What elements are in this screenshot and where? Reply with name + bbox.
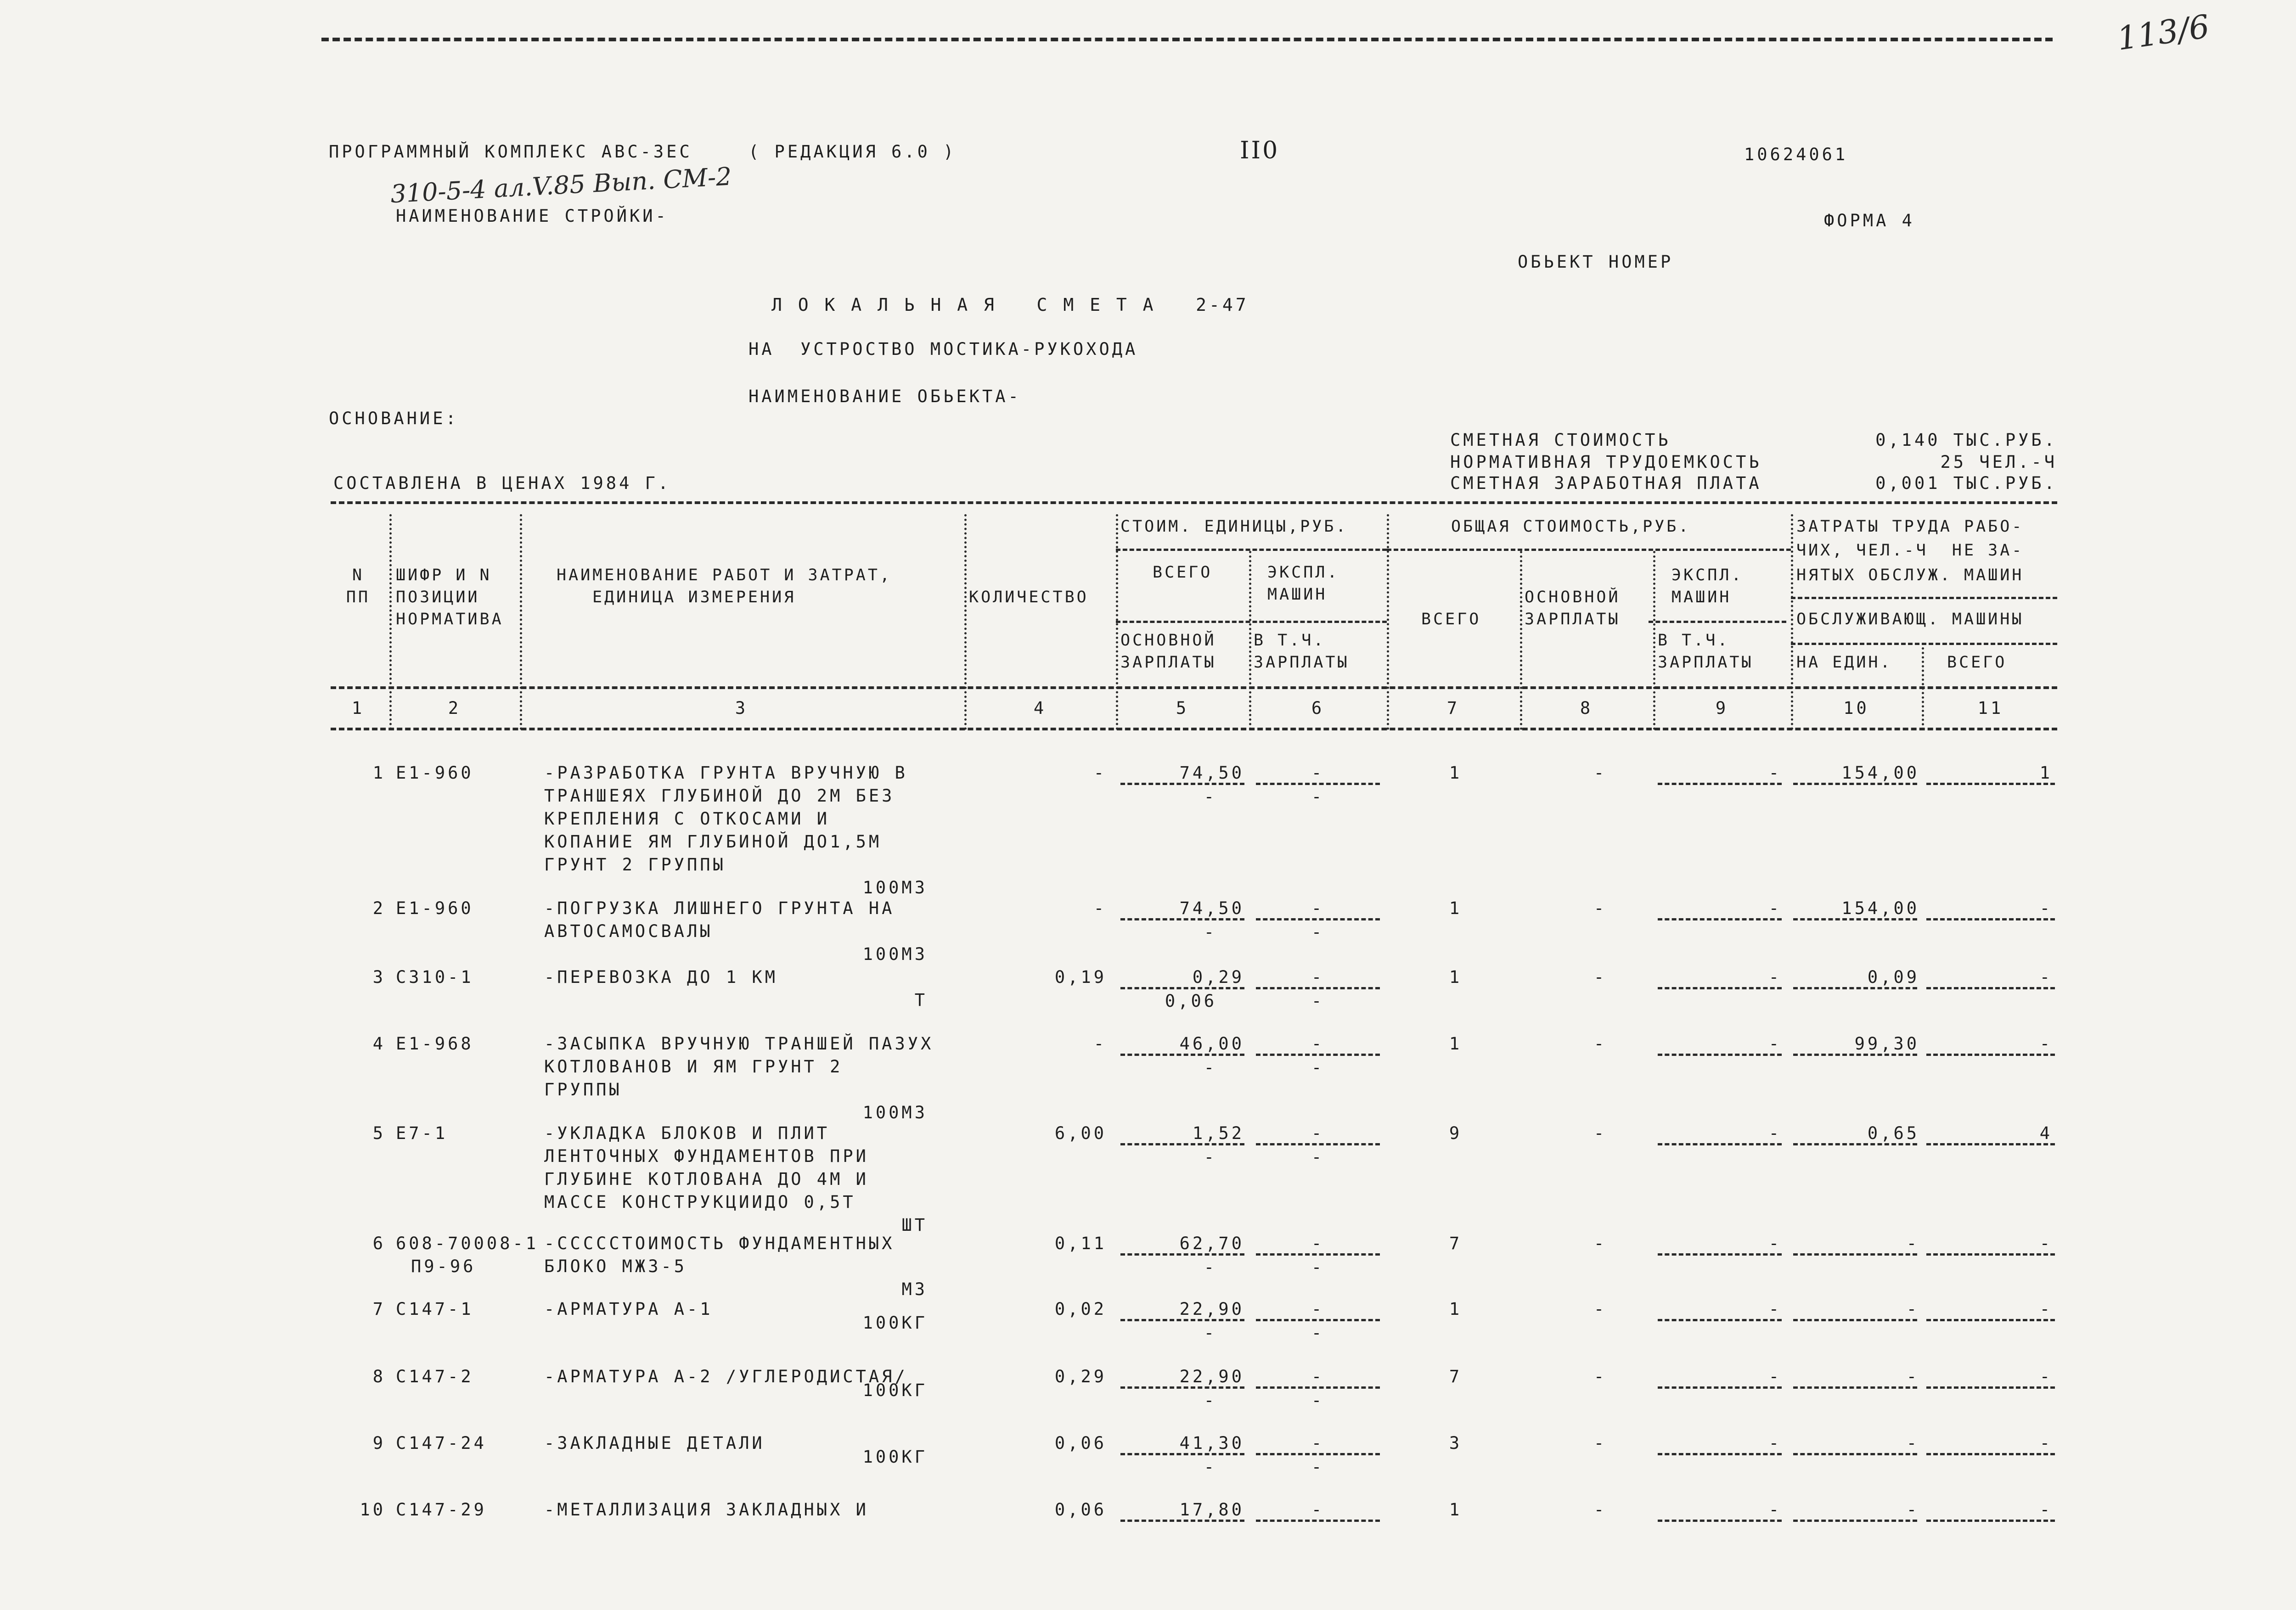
row-unit-cost-mach: - xyxy=(1311,1234,1325,1253)
row-unit-cost-subline xyxy=(1120,987,1244,989)
row-labor-total-subline xyxy=(1926,1453,2055,1455)
col-number: 3 xyxy=(735,698,748,718)
row-labor-total: - xyxy=(2039,1367,2053,1386)
col-number: 6 xyxy=(1311,698,1325,718)
row-mach-subline xyxy=(1658,1143,1782,1145)
row-labor-subline xyxy=(1793,1253,1917,1256)
summary-label-wage: СМЕТНАЯ ЗАРАБОТНАЯ ПЛАТА xyxy=(1450,473,1762,493)
row-total-cost: 1 xyxy=(1449,1299,1463,1319)
row-unit-cost-base-wage: 0,06 xyxy=(1165,991,1217,1011)
summary-value-cost: 0,140 ТЫС.РУБ. xyxy=(1875,430,2057,450)
hdr-c6-line2: МАШИН xyxy=(1267,585,1328,604)
row-total-wage: - xyxy=(1593,1123,1607,1143)
row-total-mach: - xyxy=(1768,1299,1782,1319)
summary-label-labor: НОРМАТИВНАЯ ТРУДОЕМКОСТЬ xyxy=(1450,452,1762,472)
row-unit: ШТ xyxy=(901,1215,928,1235)
row-unit-cost-mach: - xyxy=(1311,763,1325,783)
row-total-cost: 7 xyxy=(1449,1234,1463,1253)
hdr-c1-line1: N xyxy=(352,566,365,584)
row-unit-cost-subline xyxy=(1120,1453,1244,1455)
row-mach-subline xyxy=(1658,1453,1782,1455)
row-unit-cost-subline xyxy=(1120,918,1244,920)
row-labor-subline xyxy=(1793,1520,1917,1522)
row-code: С147-29 xyxy=(396,1500,487,1520)
colnum-bottom-rule xyxy=(331,728,2057,730)
row-total-wage: - xyxy=(1593,1034,1607,1054)
row-total-cost: 1 xyxy=(1449,898,1463,918)
row-total-cost: 1 xyxy=(1449,967,1463,987)
hdr-c8-line1: ОСНОВНОЙ xyxy=(1525,588,1621,606)
row-unit-cost-mach: - xyxy=(1311,1123,1325,1143)
hdr-c1-line2: ПП xyxy=(346,588,371,606)
header-bottom-rule xyxy=(331,686,2057,689)
row-name-line: КОПАНИЕ ЯМ ГЛУБИНОЙ ДО1,5М xyxy=(544,832,882,852)
hdr-c9-line1: ЭКСПЛ. xyxy=(1671,566,1744,584)
row-labor-total: - xyxy=(2039,1433,2053,1453)
row-unit-mach-subline xyxy=(1256,1520,1380,1522)
row-mach-subline xyxy=(1658,783,1782,785)
row-labor-total-subline xyxy=(1926,1386,2055,1389)
row-code: Е1-960 xyxy=(396,763,474,783)
col-number: 1 xyxy=(351,698,365,718)
row-total-wage: - xyxy=(1593,1367,1607,1386)
row-labor-unit: - xyxy=(1906,1299,1919,1319)
col-divider xyxy=(389,514,392,730)
row-total-cost: 7 xyxy=(1449,1367,1463,1386)
row-quantity: - xyxy=(1093,898,1107,918)
total-mach-mid-rule xyxy=(1649,621,1786,623)
row-mach-subline xyxy=(1658,987,1782,989)
row-name-line: КОТЛОВАНОВ И ЯМ ГРУНТ 2 xyxy=(544,1057,843,1077)
row-unit-cost-base-wage: - xyxy=(1204,1323,1217,1343)
form-label: ФОРМА 4 xyxy=(1824,211,1915,230)
row-total-wage: - xyxy=(1593,1299,1607,1319)
row-number: 5 xyxy=(372,1123,386,1143)
hdr-c6-line4: ЗАРПЛАТЫ xyxy=(1254,653,1350,672)
edition: ( РЕДАКЦИЯ 6.0 ) xyxy=(748,142,957,162)
total-cost-subrule xyxy=(1387,549,1791,551)
row-unit-cost-total: 74,50 xyxy=(1179,763,1244,783)
row-mach-subline xyxy=(1658,1319,1782,1321)
row-quantity: - xyxy=(1093,763,1107,783)
row-unit: 100КГ xyxy=(862,1380,928,1400)
row-labor-total: - xyxy=(2039,1500,2053,1520)
header-top-rule xyxy=(331,501,2057,504)
row-total-mach: - xyxy=(1768,1433,1782,1453)
row-total-cost: 1 xyxy=(1449,1034,1463,1054)
row-code: С310-1 xyxy=(396,967,474,987)
row-unit-cost-subline xyxy=(1120,1319,1244,1321)
object-number-label: ОБЬЕКТ НОМЕР xyxy=(1518,252,1674,272)
row-unit-cost-total: 62,70 xyxy=(1179,1234,1244,1253)
labor-rule-2 xyxy=(1791,643,2057,645)
labor-rule-1 xyxy=(1791,597,2057,599)
hdr-c6-line3: В Т.Ч. xyxy=(1254,631,1326,650)
row-total-mach: - xyxy=(1768,1123,1782,1143)
row-unit-cost-mach: - xyxy=(1311,1500,1325,1520)
hdr-labor-line2: ЧИХ, ЧЕЛ.-Ч НЕ ЗА- xyxy=(1796,541,2024,560)
hdr-c7: ВСЕГО xyxy=(1421,610,1481,628)
row-labor-total-subline xyxy=(1926,1319,2055,1321)
row-number: 9 xyxy=(372,1433,386,1453)
hdr-c9-line4: ЗАРПЛАТЫ xyxy=(1658,653,1754,672)
row-mach-subline xyxy=(1658,1520,1782,1522)
prices-label: СОСТАВЛЕНА В ЦЕНАХ 1984 Г. xyxy=(333,473,671,493)
row-unit: Т xyxy=(914,990,928,1010)
row-name-line: -ЗАКЛАДНЫЕ ДЕТАЛИ xyxy=(544,1433,765,1453)
row-name-line: -ЗАСЫПКА ВРУЧНУЮ ТРАНШЕЙ ПАЗУХ xyxy=(544,1034,934,1054)
row-quantity: 0,02 xyxy=(1054,1299,1107,1319)
row-name-line: ГЛУБИНЕ КОТЛОВАНА ДО 4М И xyxy=(544,1169,869,1189)
hdr-labor-line1: ЗАТРАТЫ ТРУДА РАБО- xyxy=(1796,517,2024,536)
row-labor-total: - xyxy=(2039,967,2053,987)
row-labor-unit: - xyxy=(1906,1234,1919,1253)
row-name-line: -АРМАТУРА А-2 /УГЛЕРОДИСТАЯ/ xyxy=(544,1367,908,1386)
page-number: II0 xyxy=(1240,137,1280,164)
row-unit-cost-total: 46,00 xyxy=(1179,1034,1244,1054)
row-name-line: -СССССТОИМОСТЬ ФУНДАМЕНТНЫХ xyxy=(544,1234,895,1253)
row-total-mach: - xyxy=(1768,898,1782,918)
row-code-secondary: П9-96 xyxy=(411,1257,476,1276)
row-labor-subline xyxy=(1793,987,1917,989)
col-divider xyxy=(1922,647,1924,730)
doc-code: 10624061 xyxy=(1744,145,1848,164)
row-unit-cost-mach: - xyxy=(1311,898,1325,918)
row-labor-total: 4 xyxy=(2039,1123,2053,1143)
row-number: 4 xyxy=(372,1034,386,1054)
row-unit-cost-mach-wage: - xyxy=(1311,1457,1325,1477)
row-unit-cost-subline xyxy=(1120,1386,1244,1389)
hdr-unit-cost-group: СТОИМ. ЕДИНИЦЫ,РУБ. xyxy=(1120,517,1348,536)
row-name-line: БЛОКО МЖЗ-5 xyxy=(544,1257,687,1276)
row-number: 2 xyxy=(372,898,386,918)
row-number: 10 xyxy=(360,1500,386,1520)
hdr-labor-line3: НЯТЫХ ОБСЛУЖ. МАШИН xyxy=(1796,566,2024,584)
top-dash-strip xyxy=(321,38,2053,41)
summary-label-cost: СМЕТНАЯ СТОИМОСТЬ xyxy=(1450,430,1671,450)
row-unit-mach-subline xyxy=(1256,1253,1380,1256)
col-number: 5 xyxy=(1176,698,1189,718)
row-labor-unit: - xyxy=(1906,1433,1919,1453)
hdr-c4: КОЛИЧЕСТВО xyxy=(969,588,1089,606)
row-labor-unit: 0,65 xyxy=(1867,1123,1919,1143)
row-number: 3 xyxy=(372,967,386,987)
row-name-line: ГРУППЫ xyxy=(544,1080,622,1100)
col-divider xyxy=(964,514,967,730)
row-number: 1 xyxy=(372,763,386,783)
hdr-c9-line2: МАШИН xyxy=(1671,588,1732,606)
row-unit-mach-subline xyxy=(1256,1319,1380,1321)
row-unit-cost-mach-wage: - xyxy=(1311,991,1325,1011)
row-unit-cost-total: 1,52 xyxy=(1192,1123,1244,1143)
row-number: 7 xyxy=(372,1299,386,1319)
estimate-title: Л О К А Л Ь Н А Я С М Е Т А 2-47 xyxy=(771,295,1249,315)
hdr-labor-sub: ОБСЛУЖИВАЮЩ. МАШИНЫ xyxy=(1796,610,2024,628)
row-unit: 100М3 xyxy=(862,944,928,964)
row-labor-total: - xyxy=(2039,898,2053,918)
row-total-wage: - xyxy=(1593,1234,1607,1253)
row-total-cost: 9 xyxy=(1449,1123,1463,1143)
row-unit-mach-subline xyxy=(1256,918,1380,920)
row-quantity: 0,11 xyxy=(1054,1234,1107,1253)
row-name-line: ТРАНШЕЯХ ГЛУБИНОЙ ДО 2М БЕЗ xyxy=(544,786,895,806)
col-number: 2 xyxy=(448,698,461,718)
row-labor-total-subline xyxy=(1926,918,2055,920)
row-unit-cost-base-wage: - xyxy=(1204,1147,1217,1167)
col-divider xyxy=(1387,514,1389,730)
row-unit: 100КГ xyxy=(862,1313,928,1333)
row-total-wage: - xyxy=(1593,763,1607,783)
row-labor-subline xyxy=(1793,1453,1917,1455)
row-unit-cost-total: 22,90 xyxy=(1179,1367,1244,1386)
row-name-line: -ПЕРЕВОЗКА ДО 1 КМ xyxy=(544,967,778,987)
row-unit-cost-total: 17,80 xyxy=(1179,1500,1244,1520)
row-labor-unit: 0,09 xyxy=(1867,967,1919,987)
row-labor-unit: 99,30 xyxy=(1854,1034,1919,1054)
row-unit-cost-subline xyxy=(1120,1253,1244,1256)
hdr-c10: НА ЕДИН. xyxy=(1796,653,1892,672)
row-code: С147-1 xyxy=(396,1299,474,1319)
row-unit-cost-mach-wage: - xyxy=(1311,922,1325,942)
row-total-mach: - xyxy=(1768,1367,1782,1386)
row-name-line: ЛЕНТОЧНЫХ ФУНДАМЕНТОВ ПРИ xyxy=(544,1146,869,1166)
col-number: 8 xyxy=(1580,698,1593,718)
row-total-cost: 3 xyxy=(1449,1433,1463,1453)
row-name-line: -МЕТАЛЛИЗАЦИЯ ЗАКЛАДНЫХ И xyxy=(544,1500,869,1520)
handwritten-reference: 310-5-4 ал.V.85 Вып. СМ-2 xyxy=(389,162,732,209)
construction-label: НАИМЕНОВАНИЕ СТРОЙКИ- xyxy=(396,206,669,226)
row-unit: 100КГ xyxy=(862,1447,928,1467)
row-unit-cost-total: 0,29 xyxy=(1192,967,1244,987)
row-total-wage: - xyxy=(1593,1500,1607,1520)
col-number: 7 xyxy=(1446,698,1460,718)
row-unit-cost-mach: - xyxy=(1311,967,1325,987)
row-labor-total-subline xyxy=(1926,1520,2055,1522)
col-divider xyxy=(1791,514,1793,730)
row-mach-subline xyxy=(1658,1253,1782,1256)
hdr-c5-line3: ЗАРПЛАТЫ xyxy=(1120,653,1216,672)
col-number: 10 xyxy=(1843,698,1869,718)
row-unit-cost-total: 22,90 xyxy=(1179,1299,1244,1319)
row-unit-cost-base-wage: - xyxy=(1204,1391,1217,1410)
row-unit-cost-mach-wage: - xyxy=(1311,1391,1325,1410)
row-labor-subline xyxy=(1793,1386,1917,1389)
row-unit-cost-subline xyxy=(1120,1054,1244,1056)
row-labor-total: - xyxy=(2039,1299,2053,1319)
row-labor-subline xyxy=(1793,918,1917,920)
row-name-line: АВТОСАМОСВАЛЫ xyxy=(544,921,713,941)
row-labor-total-subline xyxy=(1926,1143,2055,1145)
summary-value-labor: 25 ЧЕЛ.-Ч xyxy=(1940,452,2057,472)
row-total-mach: - xyxy=(1768,967,1782,987)
row-labor-total: 1 xyxy=(2039,763,2053,783)
row-name-line: -АРМАТУРА А-1 xyxy=(544,1299,713,1319)
row-number: 6 xyxy=(372,1234,386,1253)
col-number: 11 xyxy=(1977,698,2004,718)
col-number: 4 xyxy=(1033,698,1047,718)
hdr-c2-line1: ШИФР И N xyxy=(396,566,492,584)
row-total-wage: - xyxy=(1593,898,1607,918)
hdr-c5-line1: ВСЕГО xyxy=(1153,563,1213,582)
row-mach-subline xyxy=(1658,1386,1782,1389)
row-unit-mach-subline xyxy=(1256,1386,1380,1389)
row-total-mach: - xyxy=(1768,1234,1782,1253)
row-unit-mach-subline xyxy=(1256,1453,1380,1455)
row-unit-cost-base-wage: - xyxy=(1204,922,1217,942)
program-name: ПРОГРАММНЫЙ КОМПЛЕКС АВС-3ЕС xyxy=(329,142,692,162)
row-code: Е7-1 xyxy=(396,1123,448,1143)
row-number: 8 xyxy=(372,1367,386,1386)
row-unit-cost-mach: - xyxy=(1311,1034,1325,1054)
row-quantity: 0,06 xyxy=(1054,1433,1107,1453)
row-quantity: 6,00 xyxy=(1054,1123,1107,1143)
row-code: С147-2 xyxy=(396,1367,474,1386)
row-labor-total-subline xyxy=(1926,783,2055,785)
hdr-c8-line2: ЗАРПЛАТЫ xyxy=(1525,610,1621,628)
row-total-wage: - xyxy=(1593,1433,1607,1453)
hdr-c2-line3: НОРМАТИВА xyxy=(396,610,504,628)
hdr-c6-line1: ЭКСПЛ. xyxy=(1267,563,1339,582)
row-code: С147-24 xyxy=(396,1433,487,1453)
col-divider xyxy=(1116,514,1118,730)
row-unit: 100М3 xyxy=(862,1103,928,1122)
row-unit: М3 xyxy=(901,1279,928,1299)
row-labor-total: - xyxy=(2039,1034,2053,1054)
row-name-line: КРЕПЛЕНИЯ С ОТКОСАМИ И xyxy=(544,809,830,829)
row-unit: 100М3 xyxy=(862,878,928,898)
col-number: 9 xyxy=(1715,698,1729,718)
col-divider xyxy=(520,514,522,730)
row-unit-cost-mach-wage: - xyxy=(1311,1323,1325,1343)
row-name-line: -УКЛАДКА БЛОКОВ И ПЛИТ xyxy=(544,1123,830,1143)
row-labor-unit: - xyxy=(1906,1367,1919,1386)
row-labor-total-subline xyxy=(1926,1253,2055,1256)
row-unit-cost-base-wage: - xyxy=(1204,1457,1217,1477)
row-unit-cost-mach: - xyxy=(1311,1367,1325,1386)
row-code: 608-70008-1 xyxy=(396,1234,539,1253)
row-labor-total-subline xyxy=(1926,1054,2055,1056)
hdr-c3-line1: НАИМЕНОВАНИЕ РАБОТ И ЗАТРАТ, xyxy=(557,566,892,584)
row-unit-cost-base-wage: - xyxy=(1204,1058,1217,1077)
row-total-mach: - xyxy=(1768,1500,1782,1520)
row-unit-cost-mach-wage: - xyxy=(1311,787,1325,807)
unit-cost-mid-rule xyxy=(1116,621,1387,623)
row-mach-subline xyxy=(1658,1054,1782,1056)
row-total-cost: 1 xyxy=(1449,1500,1463,1520)
row-labor-total-subline xyxy=(1926,987,2055,989)
row-unit-mach-subline xyxy=(1256,783,1380,785)
row-name-line: -РАЗРАБОТКА ГРУНТА ВРУЧНУЮ В xyxy=(544,763,908,783)
row-unit-cost-mach-wage: - xyxy=(1311,1257,1325,1277)
row-total-mach: - xyxy=(1768,1034,1782,1054)
row-labor-unit: 154,00 xyxy=(1841,763,1919,783)
hdr-c2-line2: ПОЗИЦИИ xyxy=(396,588,480,606)
row-name-line: ГРУНТ 2 ГРУППЫ xyxy=(544,855,726,875)
unit-cost-subrule xyxy=(1116,549,1387,551)
row-quantity: 0,19 xyxy=(1054,967,1107,987)
row-unit-mach-subline xyxy=(1256,987,1380,989)
row-quantity: 0,29 xyxy=(1054,1367,1107,1386)
row-name-line: МАССЕ КОНСТРУКЦИИДО 0,5Т xyxy=(544,1192,856,1212)
row-code: Е1-960 xyxy=(396,898,474,918)
estimate-subject: НА УСТРОСТВО МОСТИКА-РУКОХОДА xyxy=(748,339,1138,359)
row-unit-cost-total: 41,30 xyxy=(1179,1433,1244,1453)
row-name-line: -ПОГРУЗКА ЛИШНЕГО ГРУНТА НА xyxy=(544,898,895,918)
row-unit-cost-mach: - xyxy=(1311,1299,1325,1319)
hdr-total-cost-group: ОБЩАЯ СТОИМОСТЬ,РУБ. xyxy=(1451,517,1691,536)
row-labor-unit: 154,00 xyxy=(1841,898,1919,918)
row-mach-subline xyxy=(1658,918,1782,920)
row-unit-cost-mach: - xyxy=(1311,1433,1325,1453)
row-unit-mach-subline xyxy=(1256,1054,1380,1056)
summary-value-wage: 0,001 ТЫС.РУБ. xyxy=(1875,473,2057,493)
row-unit-cost-base-wage: - xyxy=(1204,1257,1217,1277)
row-labor-unit: - xyxy=(1906,1500,1919,1520)
object-name-label: НАИМЕНОВАНИЕ ОБЬЕКТА- xyxy=(748,387,1021,406)
hdr-c3-line2: ЕДИНИЦА ИЗМЕРЕНИЯ xyxy=(592,588,796,606)
row-total-mach: - xyxy=(1768,763,1782,783)
row-unit-cost-base-wage: - xyxy=(1204,787,1217,807)
row-quantity: - xyxy=(1093,1034,1107,1054)
row-quantity: 0,06 xyxy=(1054,1500,1107,1520)
row-unit-cost-subline xyxy=(1120,1143,1244,1145)
row-unit-cost-subline xyxy=(1120,783,1244,785)
row-labor-subline xyxy=(1793,1054,1917,1056)
row-labor-subline xyxy=(1793,783,1917,785)
row-total-wage: - xyxy=(1593,967,1607,987)
row-unit-cost-total: 74,50 xyxy=(1179,898,1244,918)
hdr-c9-line3: В Т.Ч. xyxy=(1658,631,1730,650)
row-code: Е1-968 xyxy=(396,1034,474,1054)
row-labor-subline xyxy=(1793,1143,1917,1145)
hdr-c5-line2: ОСНОВНОЙ xyxy=(1120,631,1216,650)
row-labor-total: - xyxy=(2039,1234,2053,1253)
row-unit-cost-mach-wage: - xyxy=(1311,1147,1325,1167)
basis-label: ОСНОВАНИЕ: xyxy=(329,409,459,428)
row-unit-cost-subline xyxy=(1120,1520,1244,1522)
row-unit-mach-subline xyxy=(1256,1143,1380,1145)
row-labor-subline xyxy=(1793,1319,1917,1321)
hdr-c11: ВСЕГО xyxy=(1947,653,2007,672)
row-unit-cost-mach-wage: - xyxy=(1311,1058,1325,1077)
corner-note: 113/6 xyxy=(2115,7,2212,58)
row-total-cost: 1 xyxy=(1449,763,1463,783)
